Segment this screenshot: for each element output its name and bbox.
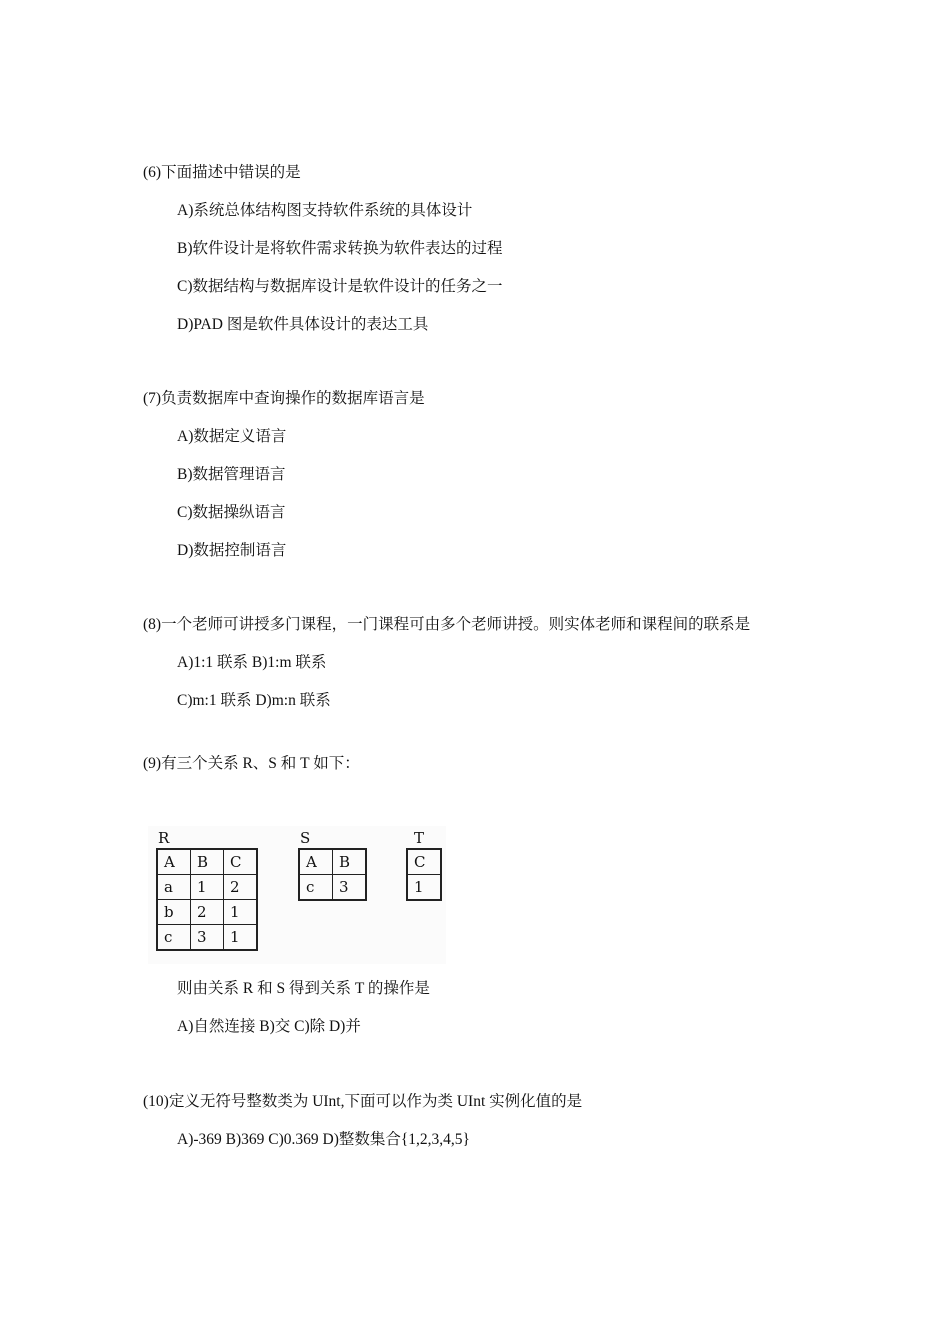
q7-option-b: B)数据管理语言: [177, 466, 286, 483]
table-row: [157, 875, 257, 900]
table-row: [157, 925, 257, 951]
table-header-row: [407, 849, 441, 875]
q8-options-ab: A)1:1 联系 B)1:m 联系: [177, 654, 327, 671]
table-row: [299, 875, 366, 901]
q9-options: A)自然连接 B)交 C)除 D)并: [177, 1018, 361, 1035]
table-header-row: [157, 849, 257, 875]
relation-r-table: [156, 848, 258, 951]
table-cell: 1: [407, 875, 441, 901]
table-header-cell: C: [224, 849, 258, 875]
question-8: (8)一个老师可讲授多门课程，一门课程可由多个老师讲授。则实体老师和课程间的联系是: [143, 616, 751, 633]
q7-option-c: C)数据操纵语言: [177, 504, 286, 521]
table-cell: 1: [224, 900, 258, 925]
relations-figure: [148, 826, 446, 964]
table-header-cell: A: [157, 849, 191, 875]
relation-t-table: [406, 848, 442, 901]
table-header-cell: C: [407, 849, 441, 875]
q6-option-a: A)系统总体结构图支持软件系统的具体设计: [177, 202, 473, 219]
table-cell: 3: [191, 925, 224, 951]
relation-r: [156, 830, 258, 951]
q7-option-a: A)数据定义语言: [177, 428, 287, 445]
table-cell: 1: [191, 875, 224, 900]
q6-option-c: C)数据结构与数据库设计是软件设计的任务之一: [177, 278, 503, 295]
relation-s-table: [298, 848, 367, 901]
relation-t: [406, 830, 442, 901]
q10-options: A)-369 B)369 C)0.369 D)整数集合{1,2,3,4,5}: [177, 1131, 471, 1148]
table-cell: a: [157, 875, 191, 900]
question-10: (10)定义无符号整数类为 UInt,下面可以作为类 UInt 实例化值的是: [143, 1093, 583, 1110]
table-cell: 1: [224, 925, 258, 951]
q6-option-d: D)PAD 图是软件具体设计的表达工具: [177, 316, 429, 333]
table-cell: c: [157, 925, 191, 951]
question-6: (6)下面描述中错误的是: [143, 164, 301, 181]
table-header-cell: B: [333, 849, 367, 875]
table-header-row: [299, 849, 366, 875]
question-7: (7)负责数据库中查询操作的数据库语言是: [143, 390, 425, 407]
table-header-cell: A: [299, 849, 333, 875]
table-row: [407, 875, 441, 901]
relation-r-name: R: [158, 829, 170, 847]
table-cell: 2: [224, 875, 258, 900]
table-cell: c: [299, 875, 333, 901]
table-cell: 2: [191, 900, 224, 925]
q8-options-cd: C)m:1 联系 D)m:n 联系: [177, 692, 331, 709]
relation-s-name: S: [300, 829, 311, 847]
q6-option-b: B)软件设计是将软件需求转换为软件表达的过程: [177, 240, 503, 257]
q7-option-d: D)数据控制语言: [177, 542, 287, 559]
relation-s: [298, 830, 367, 901]
relation-t-name: T: [414, 829, 425, 847]
q9-followup: 则由关系 R 和 S 得到关系 T 的操作是: [177, 980, 430, 997]
table-row: [157, 900, 257, 925]
table-header-cell: B: [191, 849, 224, 875]
table-cell: b: [157, 900, 191, 925]
table-cell: 3: [333, 875, 367, 901]
question-9: (9)有三个关系 R、S 和 T 如下：: [143, 755, 360, 772]
